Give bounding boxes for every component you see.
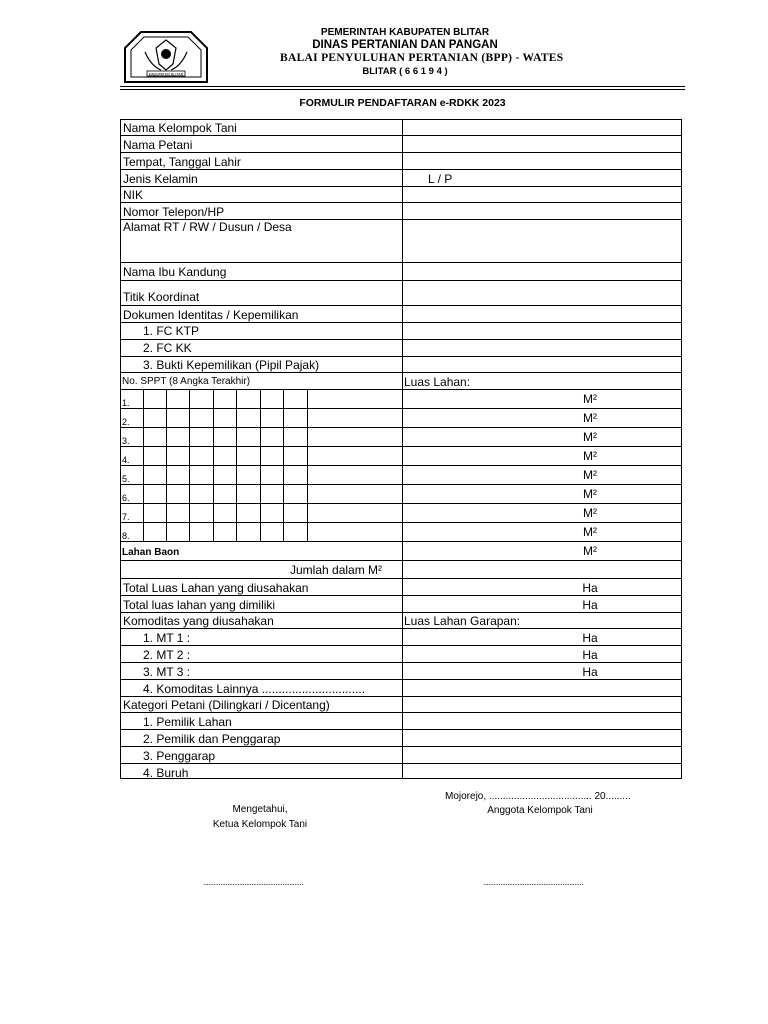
kategori-item: 1. Pemilik Lahan — [143, 715, 232, 729]
header-line-3: BALAI PENYULUHAN PERTANIAN (BPP) - WATES — [280, 52, 564, 64]
signature-line-anggota: .......................................................... — [483, 878, 583, 887]
label-alamat: Alamat RT / RW / Dusun / Desa — [123, 220, 292, 234]
row-line — [120, 560, 682, 561]
row-line — [120, 662, 682, 663]
sppt-row-number: 6. — [122, 493, 130, 503]
row-line — [120, 712, 682, 713]
row-line — [120, 628, 682, 629]
sppt-row-number: 3. — [122, 436, 130, 446]
label-mt1: 1. MT 1 : — [143, 631, 191, 645]
sppt-digit-divider — [307, 389, 308, 541]
kategori-item: 4. Buruh — [143, 766, 189, 780]
label-nama-petani: Nama Petani — [123, 138, 193, 152]
sppt-row-number: 4. — [122, 455, 130, 465]
header-line-4: BLITAR ( 6 6 1 9 4 ) — [362, 66, 448, 77]
form-title: FORMULIR PENDAFTARAN e-RDKK 2023 — [299, 97, 506, 109]
label-total-diusahakan: Total Luas Lahan yang diusahakan — [123, 581, 309, 595]
label-komoditas-lainnya: 4. Komoditas Lainnya ............................... — [143, 682, 366, 696]
row-line — [120, 578, 682, 579]
row-line — [120, 169, 682, 170]
row-line — [120, 372, 682, 373]
unit-ha: Ha — [582, 598, 598, 612]
label-ibu-kandung: Nama Ibu Kandung — [123, 265, 227, 279]
label-mt2: 2. MT 2 : — [143, 648, 191, 662]
row-line — [120, 305, 682, 306]
unit-m2: M² — [583, 430, 597, 444]
sppt-row-number: 5. — [122, 474, 130, 484]
unit-ha: Ha — [582, 665, 598, 679]
label-jumlah-m2: Jumlah dalam M² — [290, 563, 383, 577]
label-luas-lahan: Luas Lahan: — [404, 375, 471, 389]
label-koordinat: Titik Koordinat — [123, 290, 200, 304]
row-line — [120, 339, 682, 340]
row-line — [120, 322, 682, 323]
row-line — [120, 186, 682, 187]
signature-line-ketua: .......................................................... — [203, 878, 303, 887]
label-kategori: Kategori Petani (Dilingkari / Dicentang) — [123, 698, 330, 712]
label-telepon: Nomor Telepon/HP — [123, 205, 225, 219]
row-line — [120, 135, 682, 136]
sppt-digit-divider — [260, 389, 261, 541]
unit-m2: M² — [583, 449, 597, 463]
row-line — [120, 262, 682, 263]
row-line — [120, 152, 682, 153]
label-lahan-baon: Lahan Baon — [122, 547, 180, 558]
label-ttl: Tempat, Tanggal Lahir — [123, 155, 241, 169]
row-line — [120, 696, 682, 697]
unit-m2: M² — [583, 506, 597, 520]
row-line — [120, 389, 682, 390]
sppt-digit-divider — [189, 389, 190, 541]
unit-m2: M² — [583, 525, 597, 539]
row-line — [120, 408, 682, 409]
unit-m2: M² — [583, 411, 597, 425]
label-sppt-header: No. SPPT (8 Angka Terakhir) — [122, 376, 251, 387]
row-line — [120, 202, 682, 203]
unit-m2: M² — [583, 544, 597, 558]
sppt-digit-divider — [236, 389, 237, 541]
label-luas-garapan: Luas Lahan Garapan: — [404, 614, 521, 628]
row-line — [120, 612, 682, 613]
unit-ha: Ha — [582, 631, 598, 645]
label-dokumen: Dokumen Identitas / Kepemilikan — [123, 308, 299, 322]
unit-ha: Ha — [582, 648, 598, 662]
row-line — [120, 503, 682, 504]
sppt-digit-divider — [143, 389, 144, 541]
row-line — [120, 679, 682, 680]
row-line — [120, 541, 682, 542]
sppt-row-number: 2. — [122, 417, 130, 427]
label-mengetahui: Mengetahui, — [232, 804, 288, 815]
row-line — [120, 595, 682, 596]
row-line — [120, 446, 682, 447]
label-total-dimiliki: Total luas lahan yang dimiliki — [123, 598, 276, 612]
kabupaten-blitar-logo — [123, 30, 209, 84]
header-line-2: DINAS PERTANIAN DAN PANGAN — [312, 39, 498, 51]
row-line — [120, 465, 682, 466]
row-line — [120, 427, 682, 428]
unit-m2: M² — [583, 392, 597, 406]
sppt-row-number: 8. — [122, 531, 130, 541]
row-line — [120, 522, 682, 523]
unit-ha: Ha — [582, 581, 598, 595]
row-line — [120, 645, 682, 646]
row-line — [120, 729, 682, 730]
header-divider-thin — [120, 89, 685, 90]
header-divider-thick — [120, 86, 685, 87]
unit-m2: M² — [583, 487, 597, 501]
jenis-kelamin-options: L / P — [428, 172, 453, 186]
label-nama-kelompok: Nama Kelompok Tani — [123, 121, 237, 135]
label-anggota: Anggota Kelompok Tani — [487, 805, 593, 816]
label-mt3: 3. MT 3 : — [143, 665, 191, 679]
label-nik: NIK — [123, 188, 144, 202]
label-doc-kk: 2. FC KK — [143, 341, 192, 355]
kategori-item: 3. Penggarap — [143, 749, 216, 763]
row-line — [120, 280, 682, 281]
row-line — [120, 356, 682, 357]
row-line — [120, 484, 682, 485]
row-line — [120, 746, 682, 747]
column-divider — [402, 119, 403, 779]
kategori-item: 2. Pemilik dan Penggarap — [143, 732, 281, 746]
sppt-row-number: 1. — [122, 398, 130, 408]
sppt-digit-divider — [166, 389, 167, 541]
svg-text:KABUPATEN BLITAR: KABUPATEN BLITAR — [148, 72, 184, 77]
label-jenis-kelamin: Jenis Kelamin — [123, 172, 198, 186]
sppt-digit-divider — [213, 389, 214, 541]
label-komoditas: Komoditas yang diusahakan — [123, 614, 274, 628]
row-line — [120, 763, 682, 764]
label-doc-ktp: 1. FC KTP — [143, 324, 200, 338]
label-ketua: Ketua Kelompok Tani — [212, 819, 308, 830]
place-date-line: Mojorejo, ..................................... 20......... — [445, 791, 631, 802]
sppt-digit-divider — [283, 389, 284, 541]
sppt-row-number: 7. — [122, 512, 130, 522]
label-doc-pipil: 3. Bukti Kepemilikan (Pipil Pajak) — [143, 358, 320, 372]
unit-m2: M² — [583, 468, 597, 482]
header-line-1: PEMERINTAH KABUPATEN BLITAR — [320, 27, 490, 38]
